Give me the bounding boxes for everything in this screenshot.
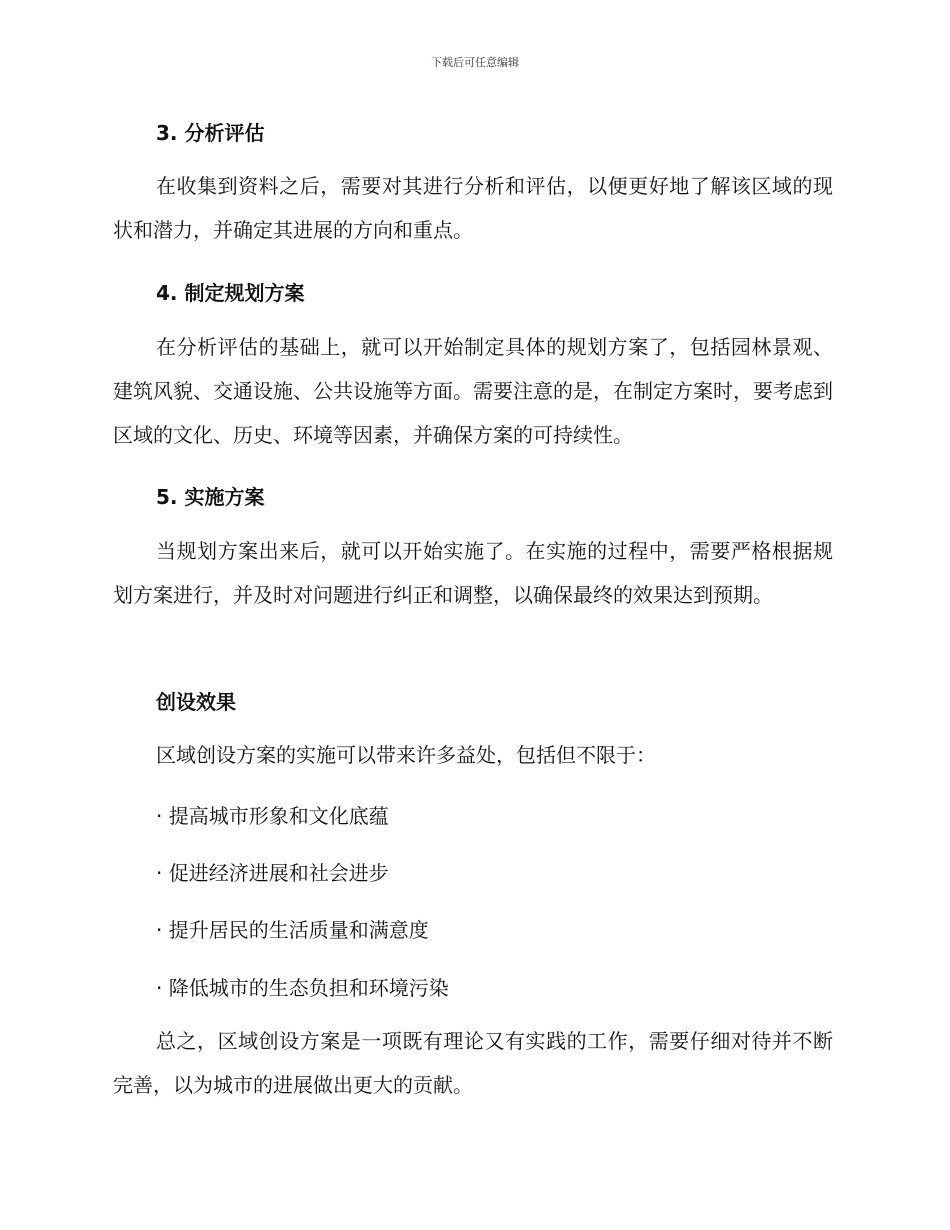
- bullet-item-2: · 促进经济进展和社会进步: [156, 861, 389, 885]
- section-3-heading: 3. 分析评估: [156, 121, 265, 145]
- section-4-paragraph: 在分析评估的基础上，就可以开始制定具体的规划方案了，包括园林景观、建筑风貌、交通设施、公共设施等方面。需要注意的是，在制定方案时，要考虑到区域的文化、历史、环境等因素，并确保方案的可持续性。: [113, 335, 833, 447]
- section-5-heading: 5. 实施方案: [156, 485, 265, 509]
- page-header: 下载后可任意编辑: [431, 56, 519, 69]
- conclusion-paragraph: 总之，区域创设方案是一项既有理论又有实践的工作，需要仔细对待并不断完善，以为城市的进展做出更大的贡献。: [113, 1029, 833, 1097]
- section-3-paragraph: 在收集到资料之后，需要对其进行分析和评估，以便更好地了解该区域的现状和潜力，并确定其进展的方向和重点。: [113, 174, 833, 242]
- bullet-item-4: · 降低城市的生态负担和环境污染: [156, 976, 449, 1000]
- bullet-item-1: · 提高城市形象和文化底蕴: [156, 804, 389, 828]
- section-5-paragraph: 当规划方案出来后，就可以开始实施了。在实施的过程中，需要严格根据规划方案进行，并及时对问题进行纠正和调整，以确保最终的效果达到预期。: [113, 539, 833, 607]
- bullet-item-3: · 提升居民的生活质量和满意度: [156, 918, 429, 942]
- effect-heading: 创设效果: [156, 690, 236, 714]
- section-4-heading: 4. 制定规划方案: [156, 281, 305, 305]
- effect-intro-paragraph: 区域创设方案的实施可以带来许多益处，包括但不限于：: [156, 743, 656, 767]
